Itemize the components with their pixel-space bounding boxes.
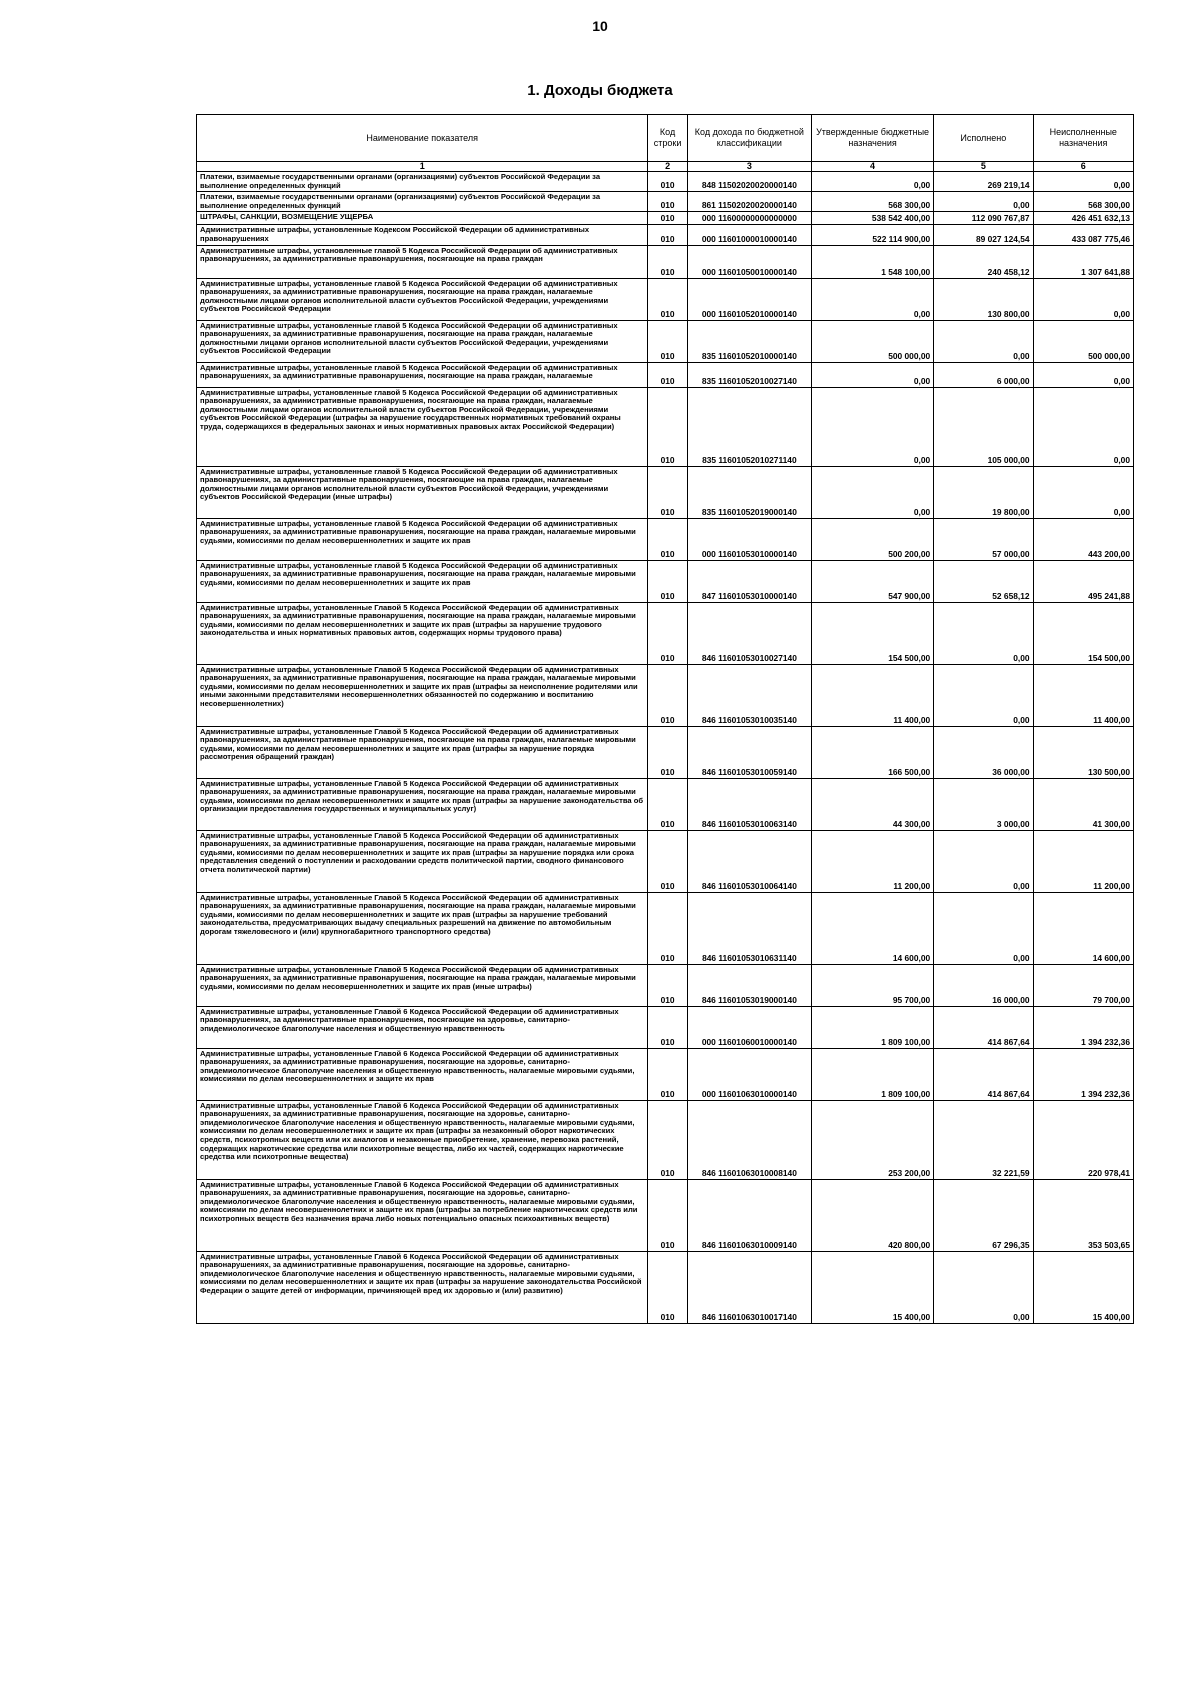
- executed-cell: 6 000,00: [934, 362, 1033, 387]
- table-row: [197, 320, 1134, 362]
- table-row: [197, 387, 1134, 466]
- unexecuted-cell: 500 000,00: [1033, 320, 1133, 362]
- indicator-name-cell: Административные штрафы, установленные Кодексом Российской Федерации об административных правонарушениях: [197, 225, 648, 245]
- approved-cell: 568 300,00: [811, 192, 933, 212]
- line-code-cell: 010: [648, 212, 687, 225]
- table-row: [197, 1100, 1134, 1179]
- table-header: [197, 115, 1134, 172]
- executed-cell: 0,00: [934, 830, 1033, 892]
- executed-cell: 89 027 124,54: [934, 225, 1033, 245]
- indicator-name-cell: Административные штрафы, установленные Главой 6 Кодекса Российской Федерации об административных правонарушениях, за административные правонарушения, посягающие на здоровье, санитарно-эпидемиологическое благополучие населения и общественную нравственность: [197, 1006, 648, 1048]
- unexecuted-cell: 1 394 232,36: [1033, 1048, 1133, 1100]
- unexecuted-cell: 443 200,00: [1033, 518, 1133, 560]
- indicator-name-cell: ШТРАФЫ, САНКЦИИ, ВОЗМЕЩЕНИЕ УЩЕРБА: [197, 212, 648, 225]
- column-number: 6: [1033, 162, 1133, 172]
- executed-cell: 130 800,00: [934, 278, 1033, 320]
- unexecuted-cell: 0,00: [1033, 466, 1133, 518]
- indicator-name-cell: Платежи, взимаемые государственными органами (организациями) субъектов Российской Федерации за выполнение определенных функций: [197, 172, 648, 192]
- approved-cell: 420 800,00: [811, 1179, 933, 1251]
- unexecuted-cell: 353 503,65: [1033, 1179, 1133, 1251]
- unexecuted-cell: 15 400,00: [1033, 1251, 1133, 1323]
- indicator-name-cell: Административные штрафы, установленные главой 5 Кодекса Российской Федерации об административных правонарушениях, за административные правонарушения, посягающие на права граждан, налагаемые должностными лицами органов исполнительной власти субъектов Российской Федерации, учреждениями субъектов Российской Федерации: [197, 320, 648, 362]
- line-code-cell: 010: [648, 664, 687, 726]
- approved-cell: 538 542 400,00: [811, 212, 933, 225]
- approved-cell: 0,00: [811, 172, 933, 192]
- table-row: [197, 225, 1134, 245]
- executed-cell: 32 221,59: [934, 1100, 1033, 1179]
- indicator-name-cell: Административные штрафы, установленные Главой 5 Кодекса Российской Федерации об административных правонарушениях, за административные правонарушения, посягающие на права граждан, налагаемые мировыми судьями, комиссиями по делам несовершеннолетних и защите их прав (иные штрафы): [197, 964, 648, 1006]
- indicator-name-cell: Административные штрафы, установленные Главой 5 Кодекса Российской Федерации об административных правонарушениях, за административные правонарушения, посягающие на права граждан, налагаемые мировыми судьями, комиссиями по делам несовершеннолетних и защите их прав (штрафы за нарушение требований законодательства, предусматривающих выдачу специальных разрешений на движение по автомобильным дорогам тяжеловесного и (или) крупногабаритного транспортного средства): [197, 892, 648, 964]
- income-code-cell: 000 11600000000000000: [687, 212, 811, 225]
- approved-cell: 154 500,00: [811, 602, 933, 664]
- table-row: [197, 172, 1134, 192]
- executed-cell: 105 000,00: [934, 387, 1033, 466]
- table-row: [197, 892, 1134, 964]
- executed-cell: 414 867,64: [934, 1006, 1033, 1048]
- table-row: [197, 1251, 1134, 1323]
- income-code-cell: 835 11601052019000140: [687, 466, 811, 518]
- line-code-cell: 010: [648, 1100, 687, 1179]
- column-number: 5: [934, 162, 1033, 172]
- line-code-cell: 010: [648, 1251, 687, 1323]
- unexecuted-cell: 154 500,00: [1033, 602, 1133, 664]
- income-code-cell: 846 11601063010008140: [687, 1100, 811, 1179]
- unexecuted-cell: 0,00: [1033, 172, 1133, 192]
- table-row: [197, 212, 1134, 225]
- indicator-name-cell: Административные штрафы, установленные главой 5 Кодекса Российской Федерации об административных правонарушениях, за административные правонарушения, посягающие на права граждан, налагаемые должностными лицами органов исполнительной власти субъектов Российской Федерации, учреждениями субъектов Российской Федерации (иные штрафы): [197, 466, 648, 518]
- indicator-name-cell: Административные штрафы, установленные главой 5 Кодекса Российской Федерации об административных правонарушениях, за административные правонарушения, посягающие на права граждан, налагаемые: [197, 362, 648, 387]
- unexecuted-cell: 433 087 775,46: [1033, 225, 1133, 245]
- header-income-code: Код дохода по бюджетной классификации: [687, 115, 811, 162]
- indicator-name-cell: Административные штрафы, установленные главой 5 Кодекса Российской Федерации об административных правонарушениях, за административные правонарушения, посягающие на права граждан, налагаемые мировыми судьями, комиссиями по делам несовершеннолетних и защите их прав: [197, 560, 648, 602]
- executed-cell: 16 000,00: [934, 964, 1033, 1006]
- line-code-cell: 010: [648, 1179, 687, 1251]
- header-line-code: Код строки: [648, 115, 687, 162]
- column-number: 2: [648, 162, 687, 172]
- executed-cell: 0,00: [934, 192, 1033, 212]
- income-code-cell: 000 11601000010000140: [687, 225, 811, 245]
- approved-cell: 0,00: [811, 387, 933, 466]
- table-row: [197, 560, 1134, 602]
- income-code-cell: 846 11601053010035140: [687, 664, 811, 726]
- indicator-name-cell: Административные штрафы, установленные Главой 6 Кодекса Российской Федерации об административных правонарушениях, за административные правонарушения, посягающие на здоровье, санитарно-эпидемиологическое благополучие населения и общественную нравственность, налагаемые мировыми судьями, комиссиями по делам несовершеннолетних и защите их прав (штрафы за незаконный оборот наркотических средств, психотропных веществ или их аналогов и незаконные приобретение, хранение, перевозка растений, содержащих наркотические средства или психотропные вещества, либо их частей, содержащих наркотические средства или психотропные вещества): [197, 1100, 648, 1179]
- indicator-name-cell: Административные штрафы, установленные Главой 5 Кодекса Российской Федерации об административных правонарушениях, за административные правонарушения, посягающие на права граждан, налагаемые мировыми судьями, комиссиями по делам несовершеннолетних и защите их прав (штрафы за нарушение порядка или срока представления сведений о поступлении и расходовании средств политической партии, сводного финансового отчета политической партии): [197, 830, 648, 892]
- approved-cell: 14 600,00: [811, 892, 933, 964]
- line-code-cell: 010: [648, 362, 687, 387]
- unexecuted-cell: 0,00: [1033, 278, 1133, 320]
- unexecuted-cell: 1 394 232,36: [1033, 1006, 1133, 1048]
- table-row: [197, 518, 1134, 560]
- income-code-cell: 846 11601063010017140: [687, 1251, 811, 1323]
- approved-cell: 0,00: [811, 278, 933, 320]
- approved-cell: 0,00: [811, 466, 933, 518]
- table-row: [197, 362, 1134, 387]
- executed-cell: 52 658,12: [934, 560, 1033, 602]
- table-row: [197, 192, 1134, 212]
- column-number: 1: [197, 162, 648, 172]
- unexecuted-cell: 495 241,88: [1033, 560, 1133, 602]
- income-code-cell: 848 11502020020000140: [687, 172, 811, 192]
- income-code-cell: 000 11601050010000140: [687, 245, 811, 278]
- table-row: [197, 245, 1134, 278]
- indicator-name-cell: Платежи, взимаемые государственными органами (организациями) субъектов Российской Федерации за выполнение определенных функций: [197, 192, 648, 212]
- income-code-cell: 846 11601053010064140: [687, 830, 811, 892]
- indicator-name-cell: Административные штрафы, установленные Главой 6 Кодекса Российской Федерации об административных правонарушениях, за административные правонарушения, посягающие на здоровье, санитарно-эпидемиологическое благополучие населения и общественную нравственность, налагаемые мировыми судьями, комиссиями по делам несовершеннолетних и защите их прав (штрафы за потребление наркотических средств или психотропных веществ без назначения врача либо новых потенциально опасных психоактивных веществ): [197, 1179, 648, 1251]
- unexecuted-cell: 1 307 641,88: [1033, 245, 1133, 278]
- table-row: [197, 1006, 1134, 1048]
- approved-cell: 547 900,00: [811, 560, 933, 602]
- table-row: [197, 664, 1134, 726]
- line-code-cell: 010: [648, 560, 687, 602]
- table-row: [197, 466, 1134, 518]
- indicator-name-cell: Административные штрафы, установленные Главой 6 Кодекса Российской Федерации об административных правонарушениях, за административные правонарушения, посягающие на здоровье, санитарно-эпидемиологическое благополучие населения и общественную нравственность, налагаемые мировыми судьями, комиссиями по делам несовершеннолетних и защите их прав (штрафы за нарушение законодательства Российской Федерации о защите детей от информации, причиняющей вред их здоровью и (или) развитию): [197, 1251, 648, 1323]
- header-executed: Исполнено: [934, 115, 1033, 162]
- unexecuted-cell: 0,00: [1033, 387, 1133, 466]
- approved-cell: 253 200,00: [811, 1100, 933, 1179]
- income-code-cell: 846 11601053010063140: [687, 778, 811, 830]
- header-unexecuted: Неисполненные назначения: [1033, 115, 1133, 162]
- executed-cell: 36 000,00: [934, 726, 1033, 778]
- line-code-cell: 010: [648, 192, 687, 212]
- executed-cell: 0,00: [934, 664, 1033, 726]
- unexecuted-cell: 568 300,00: [1033, 192, 1133, 212]
- column-number: 3: [687, 162, 811, 172]
- approved-cell: 95 700,00: [811, 964, 933, 1006]
- executed-cell: 0,00: [934, 1251, 1033, 1323]
- table-row: [197, 778, 1134, 830]
- income-code-cell: 846 11601053010059140: [687, 726, 811, 778]
- header-row: [197, 115, 1134, 162]
- line-code-cell: 010: [648, 245, 687, 278]
- line-code-cell: 010: [648, 1006, 687, 1048]
- approved-cell: 522 114 900,00: [811, 225, 933, 245]
- line-code-cell: 010: [648, 518, 687, 560]
- table-row: [197, 726, 1134, 778]
- executed-cell: 67 296,35: [934, 1179, 1033, 1251]
- line-code-cell: 010: [648, 830, 687, 892]
- executed-cell: 57 000,00: [934, 518, 1033, 560]
- executed-cell: 240 458,12: [934, 245, 1033, 278]
- line-code-cell: 010: [648, 892, 687, 964]
- document-title: 1. Доходы бюджета: [527, 82, 673, 99]
- table-row: [197, 1048, 1134, 1100]
- income-code-cell: 000 11601052010000140: [687, 278, 811, 320]
- income-code-cell: 847 11601053010000140: [687, 560, 811, 602]
- line-code-cell: 010: [648, 466, 687, 518]
- approved-cell: 44 300,00: [811, 778, 933, 830]
- executed-cell: 3 000,00: [934, 778, 1033, 830]
- budget-revenue-table: [196, 114, 1134, 1324]
- executed-cell: 0,00: [934, 602, 1033, 664]
- approved-cell: 15 400,00: [811, 1251, 933, 1323]
- indicator-name-cell: Административные штрафы, установленные Главой 5 Кодекса Российской Федерации об административных правонарушениях, за административные правонарушения, посягающие на права граждан, налагаемые мировыми судьями, комиссиями по делам несовершеннолетних и защите их прав (штрафы за неисполнение родителями или иными законными представителями несовершеннолетних обязанностей по содержанию и воспитанию несовершеннолетних): [197, 664, 648, 726]
- indicator-name-cell: Административные штрафы, установленные главой 5 Кодекса Российской Федерации об административных правонарушениях, за административные правонарушения, посягающие на права граждан, налагаемые мировыми судьями, комиссиями по делам несовершеннолетних и защите их прав: [197, 518, 648, 560]
- page-number: 10: [592, 18, 608, 34]
- income-code-cell: 861 11502020020000140: [687, 192, 811, 212]
- indicator-name-cell: Административные штрафы, установленные Главой 6 Кодекса Российской Федерации об административных правонарушениях, за административные правонарушения, посягающие на здоровье, санитарно-эпидемиологическое благополучие населения и общественную нравственность, налагаемые мировыми судьями, комиссиями по делам несовершеннолетних и защите их прав: [197, 1048, 648, 1100]
- unexecuted-cell: 11 200,00: [1033, 830, 1133, 892]
- table-row: [197, 278, 1134, 320]
- line-code-cell: 010: [648, 778, 687, 830]
- line-code-cell: 010: [648, 602, 687, 664]
- indicator-name-cell: Административные штрафы, установленные главой 5 Кодекса Российской Федерации об административных правонарушениях, за административные правонарушения, посягающие на права граждан: [197, 245, 648, 278]
- line-code-cell: 010: [648, 726, 687, 778]
- unexecuted-cell: 220 978,41: [1033, 1100, 1133, 1179]
- line-code-cell: 010: [648, 964, 687, 1006]
- approved-cell: 1 809 100,00: [811, 1048, 933, 1100]
- approved-cell: 166 500,00: [811, 726, 933, 778]
- line-code-cell: 010: [648, 278, 687, 320]
- line-code-cell: 010: [648, 172, 687, 192]
- line-code-cell: 010: [648, 320, 687, 362]
- table-body: [197, 172, 1134, 1324]
- unexecuted-cell: 0,00: [1033, 362, 1133, 387]
- approved-cell: 500 200,00: [811, 518, 933, 560]
- indicator-name-cell: Административные штрафы, установленные Главой 5 Кодекса Российской Федерации об административных правонарушениях, за административные правонарушения, посягающие на права граждан, налагаемые мировыми судьями, комиссиями по делам несовершеннолетних и защите их прав (штрафы за нарушение трудового законодательства и иных нормативных правовых актов, содержащих нормы трудового права): [197, 602, 648, 664]
- table-row: [197, 830, 1134, 892]
- column-number: 4: [811, 162, 933, 172]
- executed-cell: 414 867,64: [934, 1048, 1033, 1100]
- income-code-cell: 846 11601053019000140: [687, 964, 811, 1006]
- income-code-cell: 846 11601053010631140: [687, 892, 811, 964]
- indicator-name-cell: Административные штрафы, установленные главой 5 Кодекса Российской Федерации об административных правонарушениях, за административные правонарушения, посягающие на права граждан, налагаемые должностными лицами органов исполнительной власти субъектов Российской Федерации, учреждениями субъектов Российской Федерации (штрафы за нарушение государственных нормативных требований охраны труда, содержащихся в федеральных законах и иных нормативных правовых актах Российской Федерации): [197, 387, 648, 466]
- unexecuted-cell: 426 451 632,13: [1033, 212, 1133, 225]
- income-code-cell: 846 11601063010009140: [687, 1179, 811, 1251]
- income-code-cell: 835 11601052010271140: [687, 387, 811, 466]
- indicator-name-cell: Административные штрафы, установленные главой 5 Кодекса Российской Федерации об административных правонарушениях, за административные правонарушения, посягающие на права граждан, налагаемые должностными лицами органов исполнительной власти субъектов Российской Федерации, учреждениями субъектов Российской Федерации: [197, 278, 648, 320]
- line-code-cell: 010: [648, 225, 687, 245]
- unexecuted-cell: 79 700,00: [1033, 964, 1133, 1006]
- table-row: [197, 602, 1134, 664]
- unexecuted-cell: 11 400,00: [1033, 664, 1133, 726]
- approved-cell: 1 548 100,00: [811, 245, 933, 278]
- indicator-name-cell: Административные штрафы, установленные Главой 5 Кодекса Российской Федерации об административных правонарушениях, за административные правонарушения, посягающие на права граждан, налагаемые мировыми судьями, комиссиями по делам несовершеннолетних и защите их прав (штрафы за нарушение порядка рассмотрения обращений граждан): [197, 726, 648, 778]
- income-code-cell: 000 11601053010000140: [687, 518, 811, 560]
- header-approved: Утвержденные бюджетные назначения: [811, 115, 933, 162]
- income-code-cell: 000 11601060010000140: [687, 1006, 811, 1048]
- column-number-row: [197, 162, 1134, 172]
- unexecuted-cell: 41 300,00: [1033, 778, 1133, 830]
- income-code-cell: 835 11601052010027140: [687, 362, 811, 387]
- approved-cell: 0,00: [811, 362, 933, 387]
- approved-cell: 1 809 100,00: [811, 1006, 933, 1048]
- unexecuted-cell: 14 600,00: [1033, 892, 1133, 964]
- indicator-name-cell: Административные штрафы, установленные Главой 5 Кодекса Российской Федерации об административных правонарушениях, за административные правонарушения, посягающие на права граждан, налагаемые мировыми судьями, комиссиями по делам несовершеннолетних и защите их прав (штрафы за нарушение законодательства об организации предоставления государственных и муниципальных услуг): [197, 778, 648, 830]
- executed-cell: 269 219,14: [934, 172, 1033, 192]
- approved-cell: 11 200,00: [811, 830, 933, 892]
- executed-cell: 0,00: [934, 320, 1033, 362]
- line-code-cell: 010: [648, 387, 687, 466]
- income-code-cell: 000 11601063010000140: [687, 1048, 811, 1100]
- executed-cell: 19 800,00: [934, 466, 1033, 518]
- income-code-cell: 846 11601053010027140: [687, 602, 811, 664]
- executed-cell: 112 090 767,87: [934, 212, 1033, 225]
- line-code-cell: 010: [648, 1048, 687, 1100]
- table-row: [197, 1179, 1134, 1251]
- approved-cell: 500 000,00: [811, 320, 933, 362]
- header-indicator-name: Наименование показателя: [197, 115, 648, 162]
- income-code-cell: 835 11601052010000140: [687, 320, 811, 362]
- unexecuted-cell: 130 500,00: [1033, 726, 1133, 778]
- executed-cell: 0,00: [934, 892, 1033, 964]
- table-row: [197, 964, 1134, 1006]
- approved-cell: 11 400,00: [811, 664, 933, 726]
